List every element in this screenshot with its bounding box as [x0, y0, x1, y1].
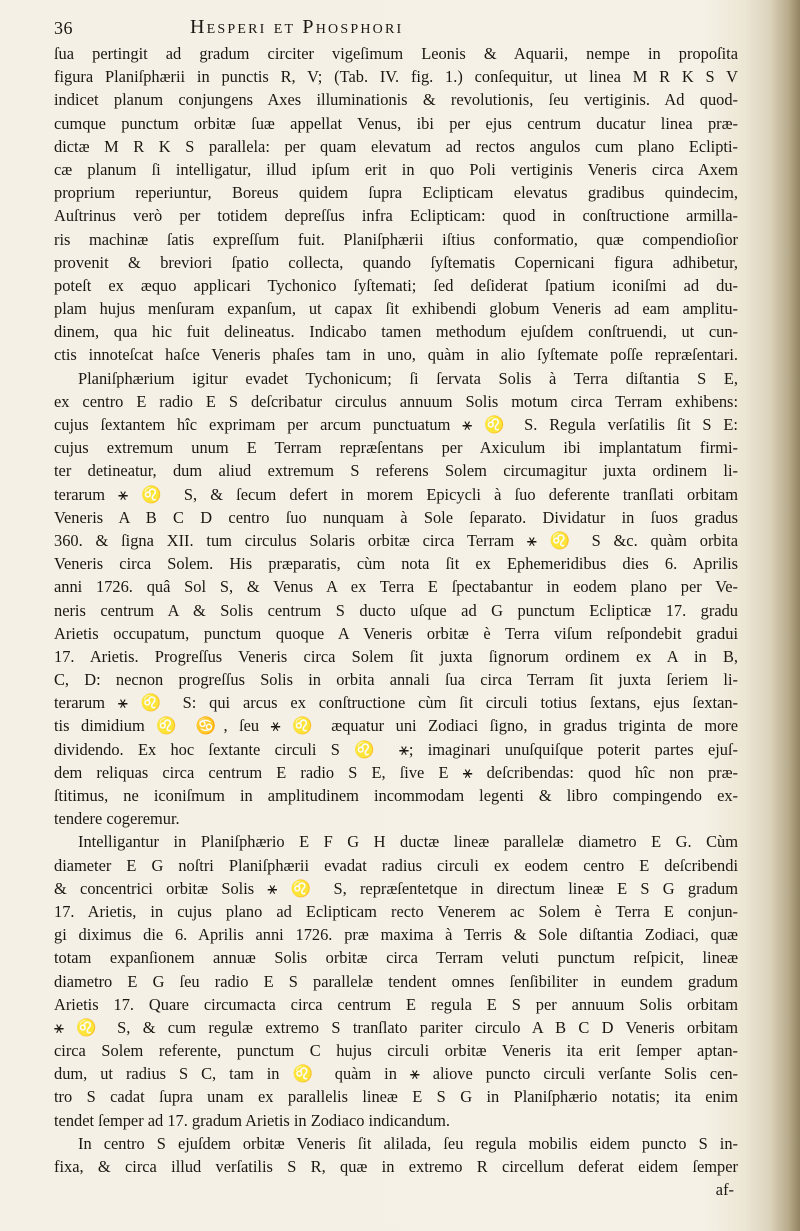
text-line: ex centro E radio E S deſcribatur circulus annuum Solis motum circa Terram exhibens: [54, 391, 738, 411]
text-line: terarum ⚹ ♌ S: qui arcus ex conſtructione cùm ſit circuli totius ſextans, ejus ſextan- [54, 693, 738, 713]
text-line: dum, ut radius S C, tam in ♌ quàm in ⚹ aliove puncto circuli verſante Solis cen- [54, 1064, 738, 1084]
text-line: dinem, qua hic fuit delineatus. Indicabo tamen methodum ejuſdem conſtruendi, ut cun- [54, 322, 738, 342]
text-line: anni 1726. quâ Sol S, & Venus A ex Terra E ſpectabantur in eodem plano per Ve- [54, 577, 738, 597]
text-line: dictæ M R K S parallela: per quam elevatum ad rectos angulos cum plano Eclipti- [54, 136, 738, 156]
paragraph-start-line: Intelligantur in Planiſphærio E F G H ductæ lineæ parallelæ diametro E G. Cùm [78, 832, 738, 852]
text-line: 17. Arietis, in cujus plano ad Eclipticam recto Venerem ac Solem è Terra E conjun- [54, 901, 738, 921]
text-line: Arietis 17. Quare circumacta circa centrum E regula E S per annuum Solis orbitam [54, 994, 738, 1014]
text-line: Veneris A B C D centro ſuo nunquam à Sole ſeparato. Dividatur in ſuos gradus [54, 507, 738, 527]
text-line: plam hujus menſuram expanſum, ut capax ſit exhibendi globum Veneris ad eam amplitu- [54, 299, 738, 319]
text-line: cæ planum ſi intelligatur, illud ipſum erit in quo Poli vertiginis Veneris circa Axem [54, 159, 738, 179]
text-line: diametro E G ſeu radio E S parallelæ tendent omnes ſenſibiliter in eundem gradum [54, 971, 738, 991]
text-line: Veneris circa Solem. His præparatis, cùm nota ſit ex Ephemeridibus dies 6. Aprilis [54, 554, 738, 574]
text-line: tis dimidium ♌ ♋, ſeu ⚹ ♌ æquatur uni Zodiaci ſigno, in gradus triginta de more [54, 716, 738, 736]
page-header [54, 12, 734, 42]
text-line: Arietis occupatum, punctum quoque A Veneris orbitæ è Terra viſum reſpondebit gradui [54, 623, 738, 643]
text-line: C, D: necnon progreſſus Solis in orbita annali ſua circa Terram ſit juxta ſeriem li- [54, 670, 738, 690]
text-line: ctis innoteſcat haſce Veneris phaſes tam in uno, quàm in alio ſyſtemate poſſe repræſentari. [54, 345, 738, 365]
text-line: neris centrum A & Solis centrum S ducto uſque ad G punctum Eclipticæ 17. gradu [54, 600, 738, 620]
text-line: tro S cadat ſupra unam ex parallelis lineæ E S G in Planiſphærio notatis; ita enim [54, 1087, 738, 1107]
text-line: figura Planiſphærii in punctis R, V; (Tab. IV. fig. 1.) conſequitur, ut linea M R K S V [54, 67, 738, 87]
text-line: 17. Arietis. Progreſſus Veneris circa Solem ſit juxta ſignorum ordinem ex A in B, [54, 646, 738, 666]
text-line: diameter E G noſtri Planiſphærii evadat radius circuli ex eodem centro E deſcribendi [54, 855, 738, 875]
text-line: ſua pertingit ad gradum circiter vigeſimum Leonis & Aquarii, nempe in propoſita [54, 44, 738, 63]
text-line: ⚹ ♌ S, & cum regulæ extremo S tranſlato pariter circulo A B C D Veneris orbitam [54, 1017, 738, 1037]
running-head: Hesperi et Phosphori [190, 16, 404, 38]
paragraph-end-line: tendet ſemper ad 17. gradum Arietis in Zodiaco indicandum. [54, 1110, 450, 1130]
paragraph-start-line: Planiſphærium igitur evadet Tychonicum; ſi ſervata Solis à Terra diſtantia S E, [78, 368, 738, 388]
text-line: proprium reperiuntur, Boreus quidem ſupra Eclipticam elevatus gradibus quindecim, [54, 183, 738, 203]
paragraph-end-line: tendere cogeremur. [54, 809, 180, 829]
page-edge-shadow [770, 0, 800, 1231]
text-line: ris machinæ ſatis expreſſum fuit. Planiſphærii iſtius conformatio, quæ compendioſior [54, 229, 738, 249]
text-line: indicet planum conjungens Axes illuminationis & revolutionis, ſeu vertiginis. Ad quod- [54, 90, 738, 110]
text-line: ter detineatur, dum aliud extremum S referens Solem circumagitur juxta ordinem li- [54, 461, 738, 481]
paragraph-start-line: In centro S ejuſdem orbitæ Veneris ſit alilada, ſeu regula mobilis eidem puncto S in- [78, 1133, 738, 1153]
text-line: provenit & breviori ſpatio collecta, quando ſyſtematis Copernicani figura adhibetur, [54, 252, 738, 272]
text-line: cujus extremum unum E Terram repræſentans per Axiculum ibi implantatum firmi- [54, 438, 738, 458]
text-line: cujus ſextantem hîc exprimam per arcum punctuatum ⚹ ♌ S. Regula verſatilis ſit S E: [54, 415, 738, 434]
text-line: terarum ⚹ ♌ S, & ſecum defert in morem Epicycli à ſuo deferente tranſlati orbitam [54, 484, 738, 504]
text-line: poteſt ex æquo applicari Tychonico ſyſtemati; ſed deſiderat ſpatium iconiſmi ad du- [54, 275, 738, 295]
text-line: dem reliquas circa centrum E radio S E, ſive E ⚹ deſcribendas: quod hîc non præ- [54, 762, 738, 782]
text-line: & concentrici orbitæ Solis ⚹ ♌ S, repræſentetque in directum lineæ E S G gradum [54, 878, 738, 898]
text-line: 360. & ſigna XII. tum circulus Solaris orbitæ circa Terram ⚹ ♌ S &c. quàm orbita [54, 530, 738, 550]
body-text [54, 42, 738, 1201]
text-line: circa Solem referente, punctum C hujus circuli orbitæ Veneris ita erit ſemper aptan- [54, 1041, 738, 1061]
text-line: gi diximus die 6. Aprilis anni 1726. præ maxima à Terris & Sole diſtantia Zodiaci, quæ [54, 925, 738, 945]
text-line: totam expanſionem annuæ Solis orbitæ circa Terram veluti punctum reſpicit, lineæ [54, 948, 738, 968]
text-line: cumque punctum orbitæ ſuæ appellat Venus, ibi per ejus centrum ducatur linea præ- [54, 113, 738, 133]
text-line: fixa, & circa illud verſatilis S R, quæ in extremo R circellum deferat eidem ſemper [54, 1157, 738, 1176]
catchword: af- [715, 1180, 734, 1200]
text-line: ſtitimus, ne iconiſmum in amplitudinem incommodam legenti & libro compingendo ex- [54, 786, 738, 805]
text-line: Auſtrinus verò per totidem depreſſus infra Eclipticam: quod in conſtructione armilla- [54, 206, 738, 226]
text-line: dividendo. Ex hoc ſextante circuli S ♌ ⚹; imaginari unuſquiſque poterit partes ejuſ- [54, 739, 738, 759]
page-number: 36 [54, 18, 73, 38]
